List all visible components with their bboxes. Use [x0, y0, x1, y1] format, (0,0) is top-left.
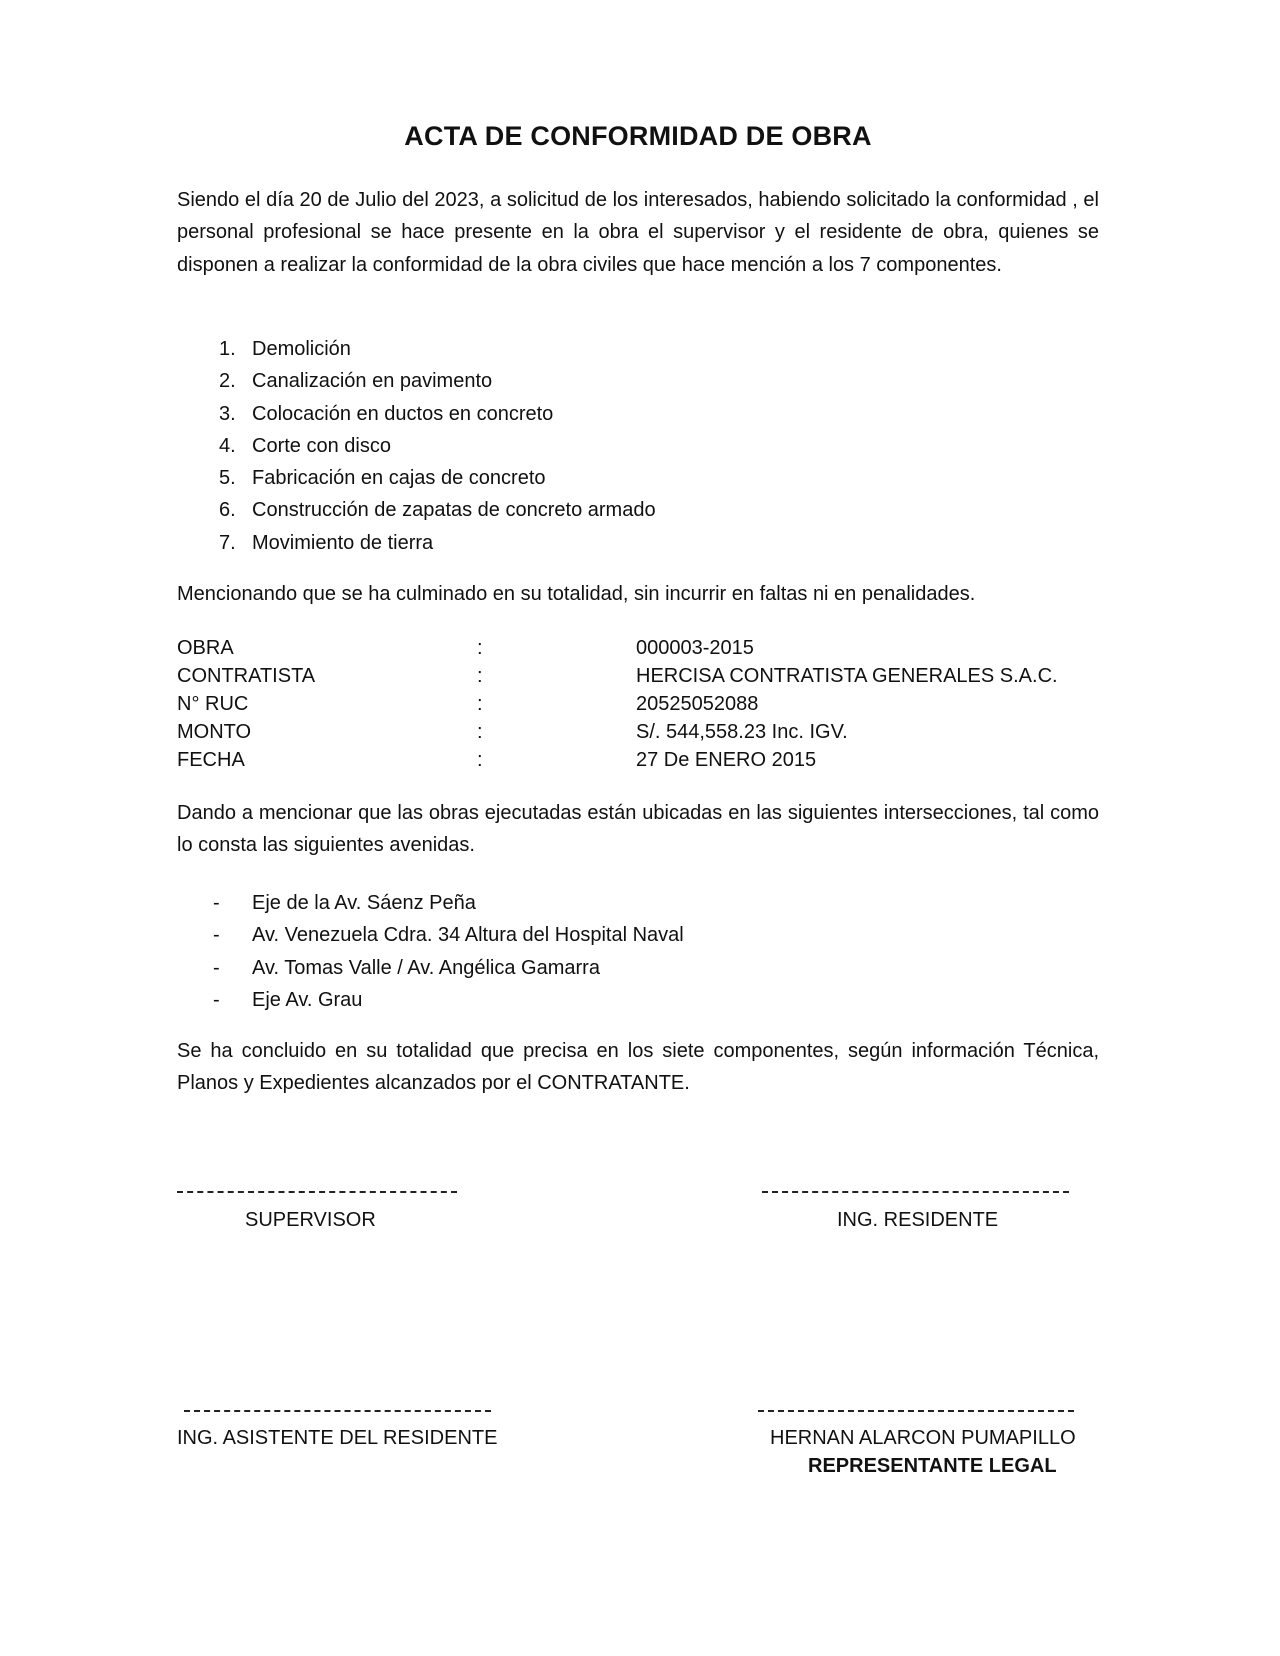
completion-statement: Mencionando que se ha culminado en su totalidad, sin incurrir en faltas ni en penalidades. — [177, 583, 976, 605]
signature-representante-name: HERNAN ALARCON PUMAPILLO — [770, 1427, 1076, 1449]
info-value: 20525052088 — [636, 693, 759, 715]
list-item — [177, 919, 684, 951]
list-item — [177, 494, 656, 526]
info-label: MONTO — [177, 721, 252, 743]
list-item — [177, 527, 656, 559]
info-separator: : — [477, 693, 483, 715]
list-item-text: Av. Tomas Valle / Av. Angélica Gamarra — [252, 956, 600, 979]
dash-bullet: - — [213, 988, 220, 1011]
contract-info-table — [177, 634, 1099, 774]
info-label: FECHA — [177, 749, 245, 771]
list-item-text: Av. Venezuela Cdra. 34 Altura del Hospital Naval — [252, 924, 684, 947]
list-number: 6. — [219, 499, 236, 522]
signature-residente-label: ING. RESIDENTE — [837, 1209, 999, 1231]
signature-supervisor-label: SUPERVISOR — [245, 1209, 376, 1231]
document-title: ACTA DE CONFORMIDAD DE OBRA — [404, 121, 872, 151]
info-separator: : — [477, 721, 483, 743]
list-item-text: Eje de la Av. Sáenz Peña — [252, 892, 476, 914]
list-item-text: Corte con disco — [252, 434, 391, 457]
info-value: HERCISA CONTRATISTA GENERALES S.A.C. — [636, 665, 1058, 687]
signature-line-representante — [758, 1410, 1074, 1412]
list-number: 7. — [219, 531, 236, 554]
info-separator: : — [477, 665, 483, 687]
components-list — [177, 333, 656, 559]
info-label: N° RUC — [177, 693, 249, 715]
avenues-list — [177, 887, 684, 1016]
list-item-text: Movimiento de tierra — [252, 531, 434, 554]
list-number: 5. — [219, 467, 236, 490]
list-number: 2. — [219, 370, 236, 393]
list-item — [177, 430, 656, 462]
conclusion-paragraph: Se ha concluido en su totalidad que precisa en los siete componentes, según información Técnica, Planos y Expedientes alcanzados por el CONTRATANTE. — [177, 1040, 1099, 1095]
list-item-text: Eje Av. Grau — [252, 988, 363, 1011]
info-value: S/. 544,558.23 Inc. IGV. — [636, 721, 848, 743]
list-item — [177, 462, 656, 494]
info-label: CONTRATISTA — [177, 665, 316, 687]
list-item — [177, 952, 684, 984]
list-item — [177, 398, 656, 430]
info-row-obra — [177, 634, 1099, 662]
list-item-text: Fabricación en cajas de concreto — [252, 467, 546, 490]
info-label: OBRA — [177, 637, 234, 659]
info-separator: : — [477, 637, 483, 659]
info-separator: : — [477, 749, 483, 771]
list-number: 4. — [219, 434, 236, 457]
info-row-monto — [177, 718, 1099, 746]
list-number: 3. — [219, 402, 236, 425]
list-number: 1. — [219, 338, 236, 360]
signature-representante-role: REPRESENTANTE LEGAL — [808, 1455, 1057, 1477]
signature-asistente-label: ING. ASISTENTE DEL RESIDENTE — [177, 1427, 498, 1449]
dash-bullet: - — [213, 924, 220, 947]
info-row-fecha — [177, 746, 1099, 774]
info-value: 27 De ENERO 2015 — [636, 749, 817, 771]
dash-bullet: - — [213, 956, 220, 979]
info-value: 000003-2015 — [636, 637, 754, 659]
list-item — [177, 984, 684, 1016]
location-paragraph: Dando a mencionar que las obras ejecutadas están ubicadas en las siguientes intersecciones, tal como lo consta las siguientes avenidas. — [177, 802, 1099, 857]
info-row-contratista — [177, 662, 1099, 690]
list-item-text: Demolición — [252, 338, 351, 360]
signature-line-supervisor — [177, 1191, 457, 1193]
list-item-text: Construcción de zapatas de concreto armado — [252, 499, 656, 522]
intro-paragraph: Siendo el día 20 de Julio del 2023, a solicitud de los interesados, habiendo solicitado la conformidad , el personal profesional se hace presente en la obra el supervisor y el residente de obra, quienes se disponen a realizar la conformidad de la obra civiles que hace mención a los 7 componentes. — [177, 189, 1099, 276]
signature-line-residente — [762, 1191, 1069, 1193]
info-row-ruc — [177, 690, 1099, 718]
dash-bullet: - — [213, 892, 220, 914]
list-item-text: Canalización en pavimento — [252, 370, 493, 393]
list-item — [177, 365, 656, 397]
signature-line-asistente — [184, 1410, 491, 1412]
list-item-text: Colocación en ductos en concreto — [252, 402, 554, 425]
list-item — [177, 887, 684, 919]
list-item — [177, 333, 656, 365]
